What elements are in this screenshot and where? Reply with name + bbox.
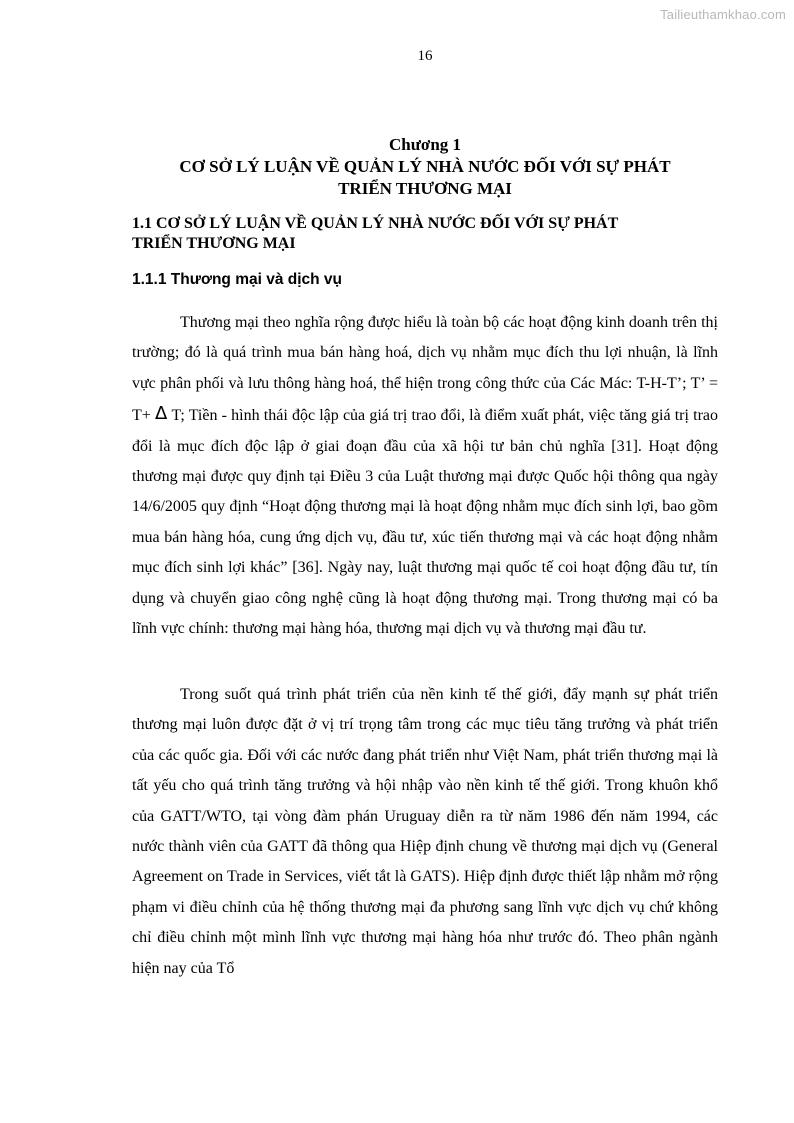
body-paragraph-2: Trong suốt quá trình phát triển của nền kinh tế thế giới, đẩy mạnh sự phát triển thương mại luôn được đặt ở vị trí trọng tâm trong các mục tiêu tăng trưởng và phát triển của các quốc gia. Đối với các nước đang phát triển như Việt Nam, phát triển thương mại là tất yếu cho quá trình tăng trưởng và hội nhập vào nền kinh tế thế giới. Trong khuôn khổ của GATT/WTO, tại vòng đàm phán Uruguay diễn ra từ năm 1986 đến năm 1994, các nước thành viên của GATT đã thông qua Hiệp định chung về thương mại dịch vụ (General Agreement on Trade in Services, viết tắt là GATS). Hiệp định được thiết lập nhằm mở rộng phạm vi điều chỉnh của hệ thống thương mại đa phương sang lĩnh vực dịch vụ chứ không chỉ điều chỉnh một mình lĩnh vực thương mại hàng hóa như trước đó. Theo phân ngành hiện nay của Tổ <box>132 686 718 977</box>
subsection-heading: 1.1.1 Thương mại và dịch vụ <box>132 271 343 288</box>
chapter-label: Chương 1 <box>388 135 462 154</box>
section-heading <box>132 214 718 254</box>
paragraph-1-text-b: T; Tiền - hình thái độc lập của giá trị trao đổi, là điểm xuất phát, việc tăng giá trị trao đổi là mục đích độc lập ở giai đoạn đầu của xã hội tư bản chủ nghĩa [31]. Hoạt động thương mại được quy định tại Điều 3 của Luật thương mại được Quốc hội thông qua ngày 14/6/2005 quy định “Hoạt động thương mại là hoạt động nhằm mục đích sinh lợi, bao gồm mua bán hàng hóa, cung ứng dịch vụ, đầu tư, xúc tiến thương mại và các hoạt động nhằm mục đích sinh lợi khác” [36]. Ngày nay, luật thương mại quốc tế coi hoạt động đầu tư, tín dụng và chuyển giao công nghệ cũng là hoạt động thương mại. Trong thương mại có ba lĩnh vực chính: thương mại hàng hóa, thương mại dịch vụ và thương mại đầu tư. <box>132 407 719 638</box>
page-number: 16 <box>417 48 433 64</box>
chapter-title-line1: CƠ SỞ LÝ LUẬN VỀ QUẢN LÝ NHÀ NƯỚC ĐỐI VỚI SỰ PHÁT <box>179 157 671 176</box>
body-paragraph-1 <box>132 308 718 644</box>
chapter-heading <box>132 134 718 200</box>
watermark: Tailieuthamkhao.com <box>660 7 786 22</box>
delta-symbol: Δ <box>154 403 168 425</box>
section-title-line1: 1.1 CƠ SỞ LÝ LUẬN VỀ QUẢN LÝ NHÀ NƯỚC ĐỐI VỚI SỰ PHÁT <box>132 215 619 232</box>
chapter-title-line2: TRIỂN THƯƠNG MẠI <box>338 179 512 198</box>
section-title-line2: TRIỂN THƯƠNG MẠI <box>132 235 296 252</box>
paragraph-1-text-a: Thương mại theo nghĩa rộng được hiểu là toàn bộ các hoạt động kinh doanh trên thị trường; đó là quá trình mua bán hàng hoá, dịch vụ nhằm mục đích thu lợi nhuận, là lĩnh vực phân phối và lưu thông hàng hoá, thể hiện trong công thức của Các Mác: T-H-T’; T’ = T+ <box>132 314 718 425</box>
